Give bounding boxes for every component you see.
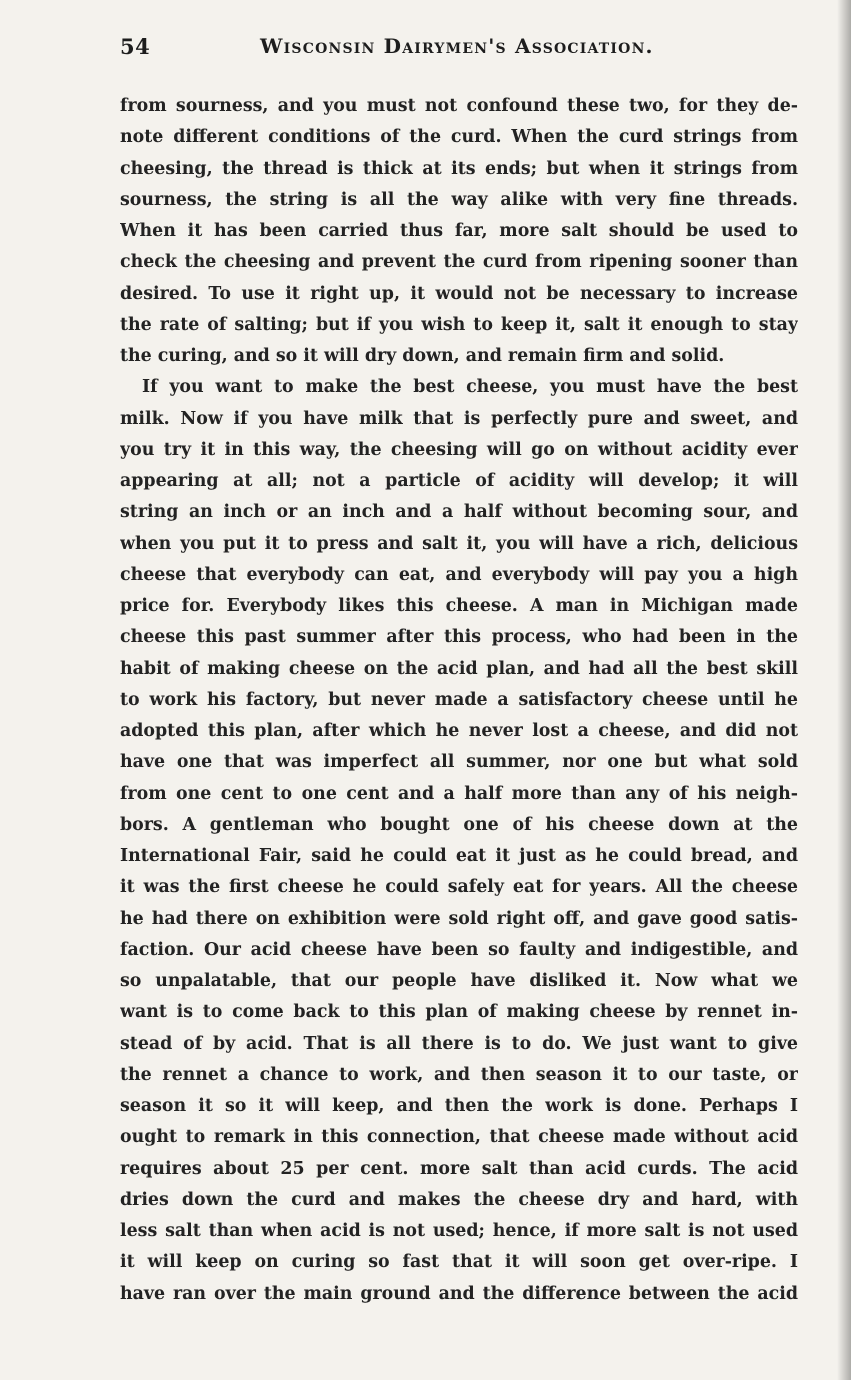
text-line: from sourness, and you must not confound these two, for they de- [120, 96, 798, 116]
text-line: you try it in this way, the cheesing will go on without acidity ever [120, 439, 798, 460]
text-line: dries down the curd and makes the cheese dry and hard, with [120, 1189, 798, 1210]
page-header [120, 30, 800, 64]
text-line: it was the first cheese he could safely eat for years. All the cheese [120, 877, 798, 898]
text-line: requires about 25 per cent. more salt than acid curds. The acid [120, 1158, 798, 1179]
text-line: appearing at all; not a particle of acidity will develop; it will [120, 471, 798, 491]
text-line: milk. Now if you have milk that is perfectly pure and sweet, and [120, 408, 798, 429]
text-line: season it so it will keep, and then the work is done. Perhaps I [120, 1096, 798, 1116]
text-line: bors. A gentleman who bought one of his cheese down at the [120, 814, 798, 835]
text-line: he had there on exhibition were sold right off, and gave good satis- [120, 908, 798, 929]
text-line: less salt than when acid is not used; hence, if more salt is not used [120, 1221, 798, 1241]
text-line: it will keep on curing so fast that it will soon get over-ripe. I [120, 1252, 798, 1273]
text-line: have one that was imperfect all summer, nor one but what sold [120, 752, 798, 773]
text-line: cheese that everybody can eat, and everybody will pay you a high [120, 564, 798, 585]
text-line: habit of making cheese on the acid plan, and had all the best skill [120, 658, 798, 679]
text-line: check the cheesing and prevent the curd from ripening sooner than [120, 252, 798, 273]
text-line: string an inch or an inch and a half without becoming sour, and [120, 502, 798, 523]
text-line: sourness, the string is all the way alike with very fine threads. [120, 189, 798, 210]
text-line: adopted this plan, after which he never lost a cheese, and did not [120, 721, 798, 741]
text-line: when you put it to press and salt it, you will have a rich, delicious [120, 533, 798, 554]
text-line: from one cent to one cent and a half more than any of his neigh- [120, 783, 798, 804]
text-line: to work his factory, but never made a satisfactory cheese until he [120, 689, 798, 710]
text-line: want is to come back to this plan of making cheese by rennet in- [120, 1002, 798, 1023]
text-line: price for. Everybody likes this cheese. A man in Michigan made [120, 596, 798, 616]
text-line: desired. To use it right up, it would not be necessary to increase [120, 283, 798, 304]
text-line: If you want to make the best cheese, you must have the best [142, 377, 798, 398]
page-number: 54 [120, 34, 151, 59]
text-line: note different conditions of the curd. When the curd strings from [120, 127, 798, 148]
text-line: so unpalatable, that our people have disliked it. Now what we [120, 971, 798, 991]
text-line: the rate of salting; but if you wish to keep it, salt it enough to stay [120, 314, 798, 335]
text-line: the rennet a chance to work, and then season it to our taste, or [120, 1064, 798, 1085]
text-line: cheese this past summer after this process, who had been in the [120, 627, 798, 648]
paragraph-1 [120, 91, 798, 372]
body-text [120, 91, 798, 1310]
text-line: stead of by acid. That is all there is to do. We just want to give [120, 1033, 798, 1054]
text-line: International Fair, said he could eat it just as he could bread, and [120, 846, 798, 866]
text-line: the curing, and so it will dry down, and remain firm and solid. [120, 346, 725, 366]
paragraph-2 [120, 372, 798, 1310]
text-line: ought to remark in this connection, that cheese made without acid [120, 1127, 798, 1148]
text-line: faction. Our acid cheese have been so faulty and indigestible, and [120, 939, 798, 960]
text-line: cheesing, the thread is thick at its ends; but when it strings from [120, 158, 798, 179]
text-line: have ran over the main ground and the difference between the acid [120, 1283, 798, 1304]
running-head: Wisconsin Dairymen's Association. [260, 34, 654, 58]
text-line: When it has been carried thus far, more salt should be used to [120, 221, 798, 241]
page-edge-shadow [837, 0, 851, 1380]
